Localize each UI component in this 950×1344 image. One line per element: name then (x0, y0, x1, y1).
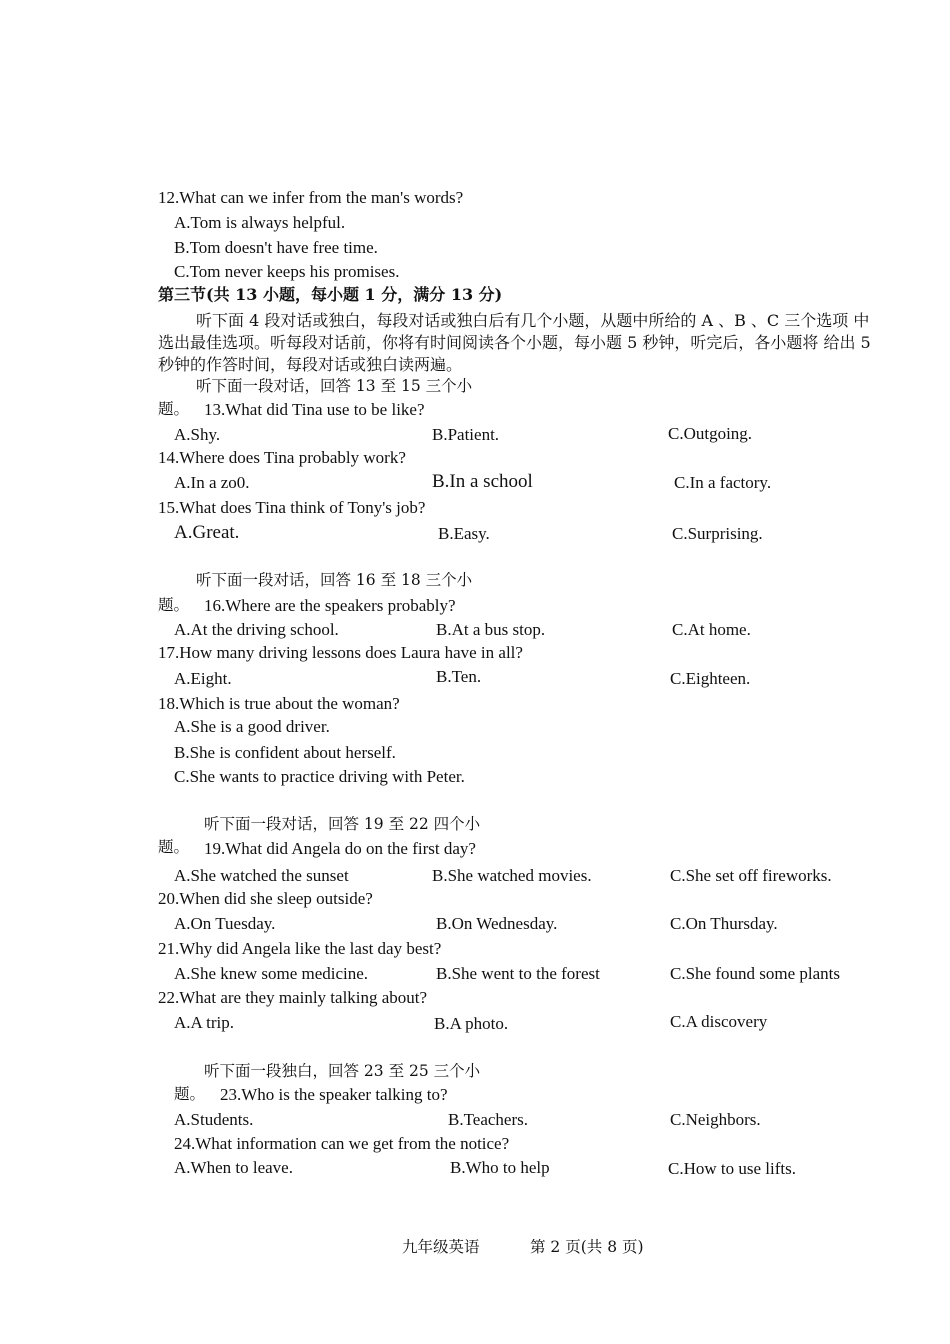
question-23-stem: 23.Who is the speaker talking to? (220, 1085, 448, 1104)
question-23-option-c: C.Neighbors. (670, 1110, 761, 1129)
question-24-stem: 24.What information can we get from the notice? (174, 1134, 510, 1153)
question-12-option-c: C.Tom never keeps his promises. (174, 262, 400, 281)
question-22-option-a: A.A trip. (174, 1013, 234, 1032)
question-20-option-b: B.On Wednesday. (436, 914, 558, 933)
question-20-option-a: A.On Tuesday. (174, 914, 276, 933)
question-12-stem: 12.What can we infer from the man's words? (158, 188, 464, 207)
question-22-stem: 22.What are they mainly talking about? (158, 988, 428, 1007)
question-17-option-a: A.Eight. (174, 669, 232, 688)
question-15-stem: 15.What does Tina think of Tony's job? (158, 498, 426, 517)
question-18-option-a: A.She is a good driver. (174, 717, 330, 736)
question-12-option-a: A.Tom is always helpful. (174, 213, 346, 232)
question-19-option-b: B.She watched movies. (432, 866, 592, 885)
question-24-option-b: B.Who to help (450, 1158, 550, 1177)
question-16-option-a: A.At the driving school. (174, 620, 339, 639)
question-21-option-c: C.She found some plants (670, 964, 840, 983)
question-19-option-c: C.She set off fireworks. (670, 866, 832, 885)
question-16-option-b: B.At a bus stop. (436, 620, 546, 639)
group-2-prompt-end: 题。 (158, 596, 190, 614)
question-24-option-a: A.When to leave. (174, 1158, 293, 1177)
question-14-stem: 14.Where does Tina probably work? (158, 448, 406, 467)
question-23-option-b: B.Teachers. (448, 1110, 528, 1129)
question-18-option-c: C.She wants to practice driving with Peter. (174, 767, 465, 786)
group-3-prompt-end: 题。 (158, 838, 190, 856)
question-17-option-b: B.Ten. (436, 667, 482, 686)
question-20-stem: 20.When did she sleep outside? (158, 889, 373, 908)
question-14-option-c: C.In a factory. (674, 473, 772, 492)
question-17-stem: 17.How many driving lessons does Laura have in all? (158, 643, 523, 662)
question-19-stem: 19.What did Angela do on the first day? (204, 839, 476, 858)
question-15-option-a: A.Great. (174, 522, 240, 543)
section-3-title: 第三节(共 13 小题，每小题 1 分，满分 13 分) (158, 285, 503, 304)
question-13-option-a: A.Shy. (174, 425, 221, 444)
question-22-option-c: C.A discovery (670, 1012, 768, 1031)
question-18-option-b: B.She is confident about herself. (174, 743, 396, 762)
group-4-prompt-end: 题。 (174, 1085, 206, 1103)
question-15-option-b: B.Easy. (438, 524, 490, 543)
group-2-prompt: 听下面一段对话，回答 16 至 18 三个小 (196, 571, 473, 589)
question-13-option-c: C.Outgoing. (668, 424, 753, 443)
question-24-option-c: C.How to use lifts. (668, 1159, 796, 1178)
question-16-option-c: C.At home. (672, 620, 751, 639)
question-19-option-a: A.She watched the sunset (174, 866, 349, 885)
group-3-prompt: 听下面一段对话，回答 19 至 22 四个小 (204, 815, 481, 833)
group-4-prompt: 听下面一段独白，回答 23 至 25 三个小 (204, 1062, 481, 1080)
section-3-instructions-text: 听下面 4 段对话或独白，每段对话或独白后有几个小题，从题中所给的 A 、B 、C 三个选项 中选出最佳选项。听每段对话前，你将有时间阅读各个小题，每小题 5 秒钟，听完后，各小题将 给出 5 秒钟的作答时间，每段对话或独白读两遍。 (158, 311, 871, 374)
question-18-stem: 18.Which is true about the woman? (158, 694, 400, 713)
question-13-stem: 13.What did Tina use to be like? (204, 400, 425, 419)
group-1-prompt: 听下面一段对话，回答 13 至 15 三个小 (196, 377, 473, 395)
question-14-option-b: B.In a school (432, 471, 533, 492)
section-3-instructions (158, 310, 878, 376)
question-21-option-a: A.She knew some medicine. (174, 964, 369, 983)
question-20-option-c: C.On Thursday. (670, 914, 778, 933)
group-1-prompt-end: 题。 (158, 400, 190, 418)
question-16-stem: 16.Where are the speakers probably? (204, 596, 456, 615)
footer-subject: 九年级英语 (402, 1238, 480, 1256)
question-17-option-c: C.Eighteen. (670, 669, 751, 688)
question-21-option-b: B.She went to the forest (436, 964, 600, 983)
question-21-stem: 21.Why did Angela like the last day best? (158, 939, 442, 958)
question-12-option-b: B.Tom doesn't have free time. (174, 238, 378, 257)
question-23-option-a: A.Students. (174, 1110, 254, 1129)
question-22-option-b: B.A photo. (434, 1014, 509, 1033)
question-13-option-b: B.Patient. (432, 425, 500, 444)
question-14-option-a: A.In a zo0. (174, 473, 250, 492)
footer-page-number: 第 2 页(共 8 页) (530, 1238, 644, 1256)
question-15-option-c: C.Surprising. (672, 524, 763, 543)
